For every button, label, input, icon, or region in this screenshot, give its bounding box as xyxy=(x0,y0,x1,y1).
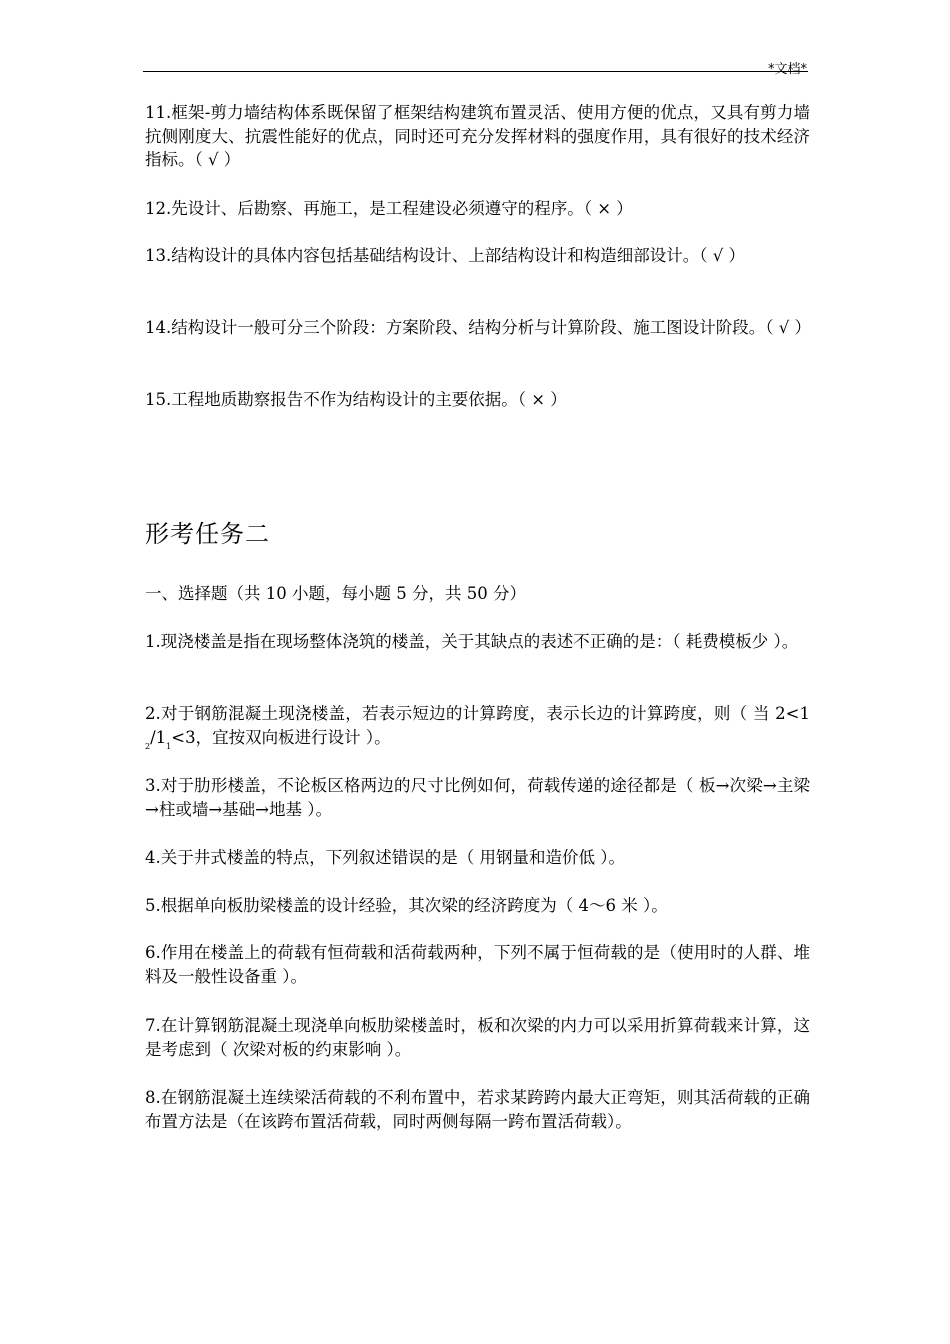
section-subtitle: 一、选择题（共 10 小题，每小题 5 分，共 50 分） xyxy=(145,584,526,603)
choice-8: 8.在钢筋混凝土连续梁活荷载的不利布置中，若求某跨跨内最大正弯矩，则其活荷载的正确布置方法是（在该跨布置活荷载，同时两侧每隔一跨布置活荷载）。 xyxy=(145,1088,810,1131)
question-12: 12.先设计、后勘察、再施工，是工程建设必须遵守的程序。（ × ） xyxy=(145,199,633,218)
question-11: 11.框架-剪力墙结构体系既保留了框架结构建筑布置灵活、使用方便的优点，又具有剪力墙抗侧刚度大、抗震性能好的优点，同时还可充分发挥材料的强度作用，具有很好的技术经济指标。（ √ ） xyxy=(145,103,810,169)
choice-3: 3.对于肋形楼盖，不论板区格两边的尺寸比例如何，荷载传递的途径都是（ 板→次梁→主梁→柱或墙→基础→地基 ）。 xyxy=(145,776,810,819)
choice-5: 5.根据单向板肋梁楼盖的设计经验，其次梁的经济跨度为（ 4～6 米 ）。 xyxy=(145,896,668,915)
question-13: 13.结构设计的具体内容包括基础结构设计、上部结构设计和构造细部设计。（ √ ） xyxy=(145,246,745,265)
choice-2-sub-a: 2 xyxy=(145,741,151,751)
choice-7: 7.在计算钢筋混凝土现浇单向板肋梁楼盖时，板和次梁的内力可以采用折算荷载来计算，这是考虑到（ 次梁对板的约束影响 ）。 xyxy=(145,1016,810,1059)
header-label: *文档* xyxy=(767,62,807,77)
question-14: 14.结构设计一般可分三个阶段：方案阶段、结构分析与计算阶段、施工图设计阶段。（ √ ） xyxy=(145,318,811,337)
header-rule xyxy=(143,71,808,72)
choice-2-sub-b: 1 xyxy=(166,741,172,751)
section-title: 形考任务二 xyxy=(145,520,270,548)
choice-1: 1.现浇楼盖是指在现场整体浇筑的楼盖，关于其缺点的表述不正确的是：（ 耗费模板少 ）。 xyxy=(145,632,799,651)
question-15: 15.工程地质勘察报告不作为结构设计的主要依据。（ × ） xyxy=(145,390,567,409)
choice-2-mid: /1 xyxy=(150,727,167,747)
choice-2-post: <3，宜按双向板进行设计 ）。 xyxy=(171,727,391,747)
choice-2 xyxy=(145,702,810,758)
choice-6: 6.作用在楼盖上的荷载有恒荷载和活荷载两种，下列不属于恒荷载的是（使用时的人群、堆料及一般性设备重 ）。 xyxy=(145,943,810,986)
choice-2-pre: 2.对于钢筋混凝土现浇楼盖，若表示短边的计算跨度，表示长边的计算跨度，则（ 当 2<1 xyxy=(145,704,810,723)
choice-4: 4.关于井式楼盖的特点，下列叙述错误的是（ 用钢量和造价低 ）。 xyxy=(145,848,625,867)
